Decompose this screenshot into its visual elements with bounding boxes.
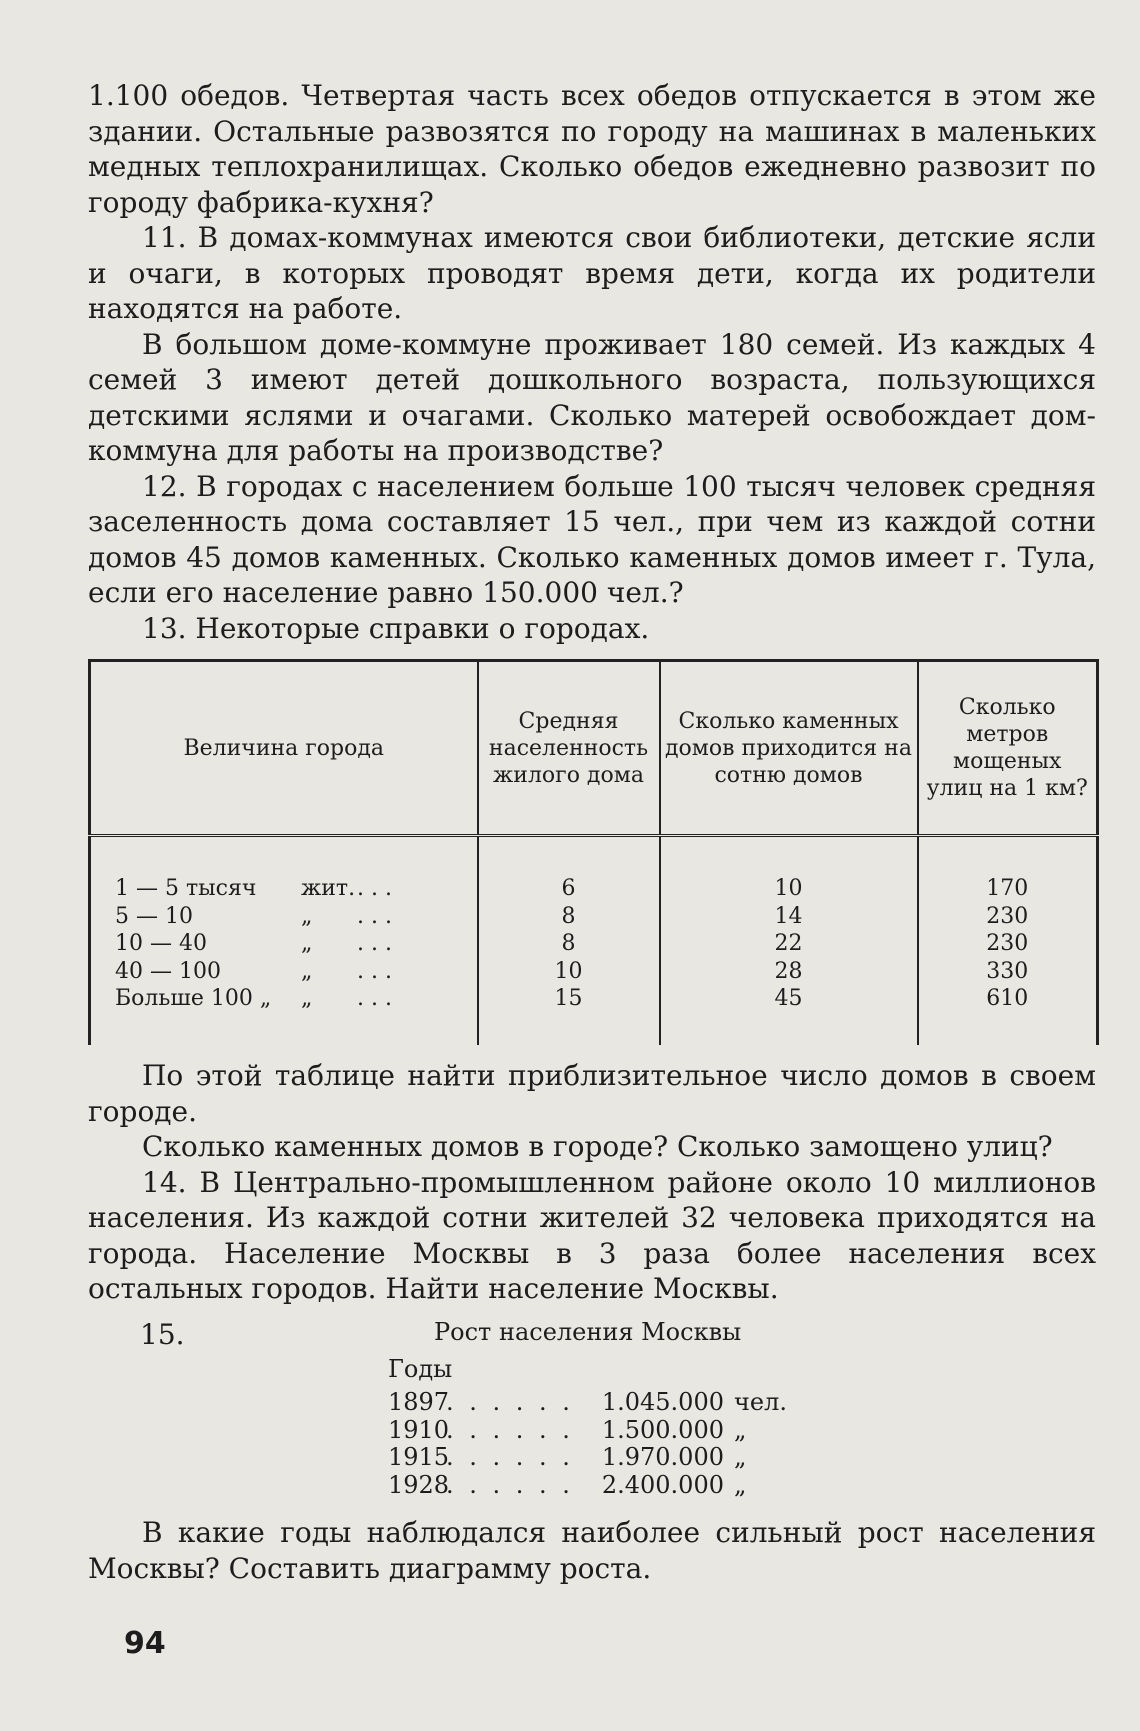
cell-population: 6 xyxy=(478,836,660,903)
paragraph-problem-14: 14. В Центрально-промышленном районе около 10 миллионов населения. Из каждой сотни жителей 32 человека приходятся на города. Население Москвы в 3 раза более населения всех остальных городов. Найти население Москвы. xyxy=(88,1165,1096,1305)
final-text-block xyxy=(88,1515,1096,1586)
cell-city-size: 5 — 10 „ . . . xyxy=(90,903,478,931)
page-number: 94 xyxy=(124,1626,166,1661)
cell-paved-streets: 170 xyxy=(918,836,1098,903)
paragraph-problem-11-question: В большом доме-коммуне проживает 180 семей. Из каждых 4 семей 3 имеют детей дошкольного возраста, пользующихся детскими яслями и очагами. Сколько матерей освобождает дом-коммуна для работы на производстве? xyxy=(88,327,1096,467)
list-item: 1910. . . . . . 1.500.000 „ xyxy=(388,1415,747,1444)
table-row xyxy=(90,930,1098,958)
table-row xyxy=(90,985,1098,1045)
paragraph-problem-10-end: 1.100 обедов. Четвертая часть всех обедов отпускается в этом же здании. Остальные развозятся по городу на машинах в маленьких медных теплохранилищах. Сколько обедов ежедневно развозит по городу фабрика-кухня? xyxy=(88,79,1096,219)
paragraph-table-question: По этой таблице найти приблизительное число домов в своем городе. xyxy=(88,1059,1096,1128)
cell-stone-houses: 10 xyxy=(660,836,918,903)
cell-city-size: 1 — 5 тысяч жит.. . . xyxy=(90,836,478,903)
city-reference-table xyxy=(88,659,1099,1045)
cell-paved-streets: 230 xyxy=(918,903,1098,931)
cell-paved-streets: 610 xyxy=(918,985,1098,1045)
cell-stone-houses: 45 xyxy=(660,985,918,1045)
paragraph-problem-13-title: 13. Некоторые справки о городах. xyxy=(142,611,650,645)
after-table-text-block xyxy=(88,1058,1096,1307)
paragraph-problem-12: 12. В городах с населением больше 100 тысяч человек средняя заселенность дома составляет 15 чел., при чем из каждой сотни домов 45 домов каменных. Сколько каменных домов имеет г. Тула, если его население равно 150.000 чел.? xyxy=(88,469,1096,609)
list-item: 1915. . . . . . 1.970.000 „ xyxy=(388,1443,747,1471)
paragraph-table-question-2: Сколько каменных домов в городе? Сколько замощено улиц? xyxy=(142,1130,1053,1163)
cell-paved-streets: 230 xyxy=(918,930,1098,958)
problem-15-title: Рост населения Москвы xyxy=(434,1318,742,1346)
top-text-block xyxy=(88,78,1096,646)
cell-stone-houses: 14 xyxy=(660,903,918,931)
cell-stone-houses: 22 xyxy=(660,930,918,958)
cell-stone-houses: 28 xyxy=(660,958,918,986)
cell-population: 15 xyxy=(478,985,660,1045)
list-item: 1928. . . . . . 2.400.000 „ xyxy=(388,1470,747,1499)
paragraph-problem-11: 11. В домах-коммунах имеются свои библиотеки, детские ясли и очаги, в которых проводят время дети, когда их родители находятся на работе. xyxy=(88,221,1096,325)
paragraph-problem-15-question: В какие годы наблюдался наиболее сильный рост населения Москвы? Составить диаграмму роста. xyxy=(88,1516,1096,1585)
cell-population: 8 xyxy=(478,930,660,958)
table-row xyxy=(90,836,1098,903)
table-row xyxy=(90,958,1098,986)
header-avg-population: Средняя населенность жилого дома xyxy=(478,661,660,836)
cell-paved-streets: 330 xyxy=(918,958,1098,986)
list-item: 1897. . . . . . 1.045.000 чел. xyxy=(388,1388,787,1416)
problem-15-number: 15. xyxy=(140,1318,185,1351)
header-stone-houses: Сколько каменных домов приходится на сотню домов xyxy=(660,661,918,836)
header-city-size: Величина города xyxy=(90,661,478,836)
cell-city-size: 10 — 40 „ . . . xyxy=(90,930,478,958)
header-paved-streets: Сколько метров мощеных улиц на 1 км? xyxy=(918,661,1098,836)
table-row xyxy=(90,903,1098,931)
years-label: Годы xyxy=(388,1355,453,1383)
cell-population: 10 xyxy=(478,958,660,986)
moscow-population-list xyxy=(388,1389,787,1499)
table-header-row xyxy=(90,661,1098,836)
cell-population: 8 xyxy=(478,903,660,931)
cell-city-size: 40 — 100 „ . . . xyxy=(90,958,478,986)
cell-city-size: Больше 100 „ „ . . . xyxy=(90,985,478,1045)
